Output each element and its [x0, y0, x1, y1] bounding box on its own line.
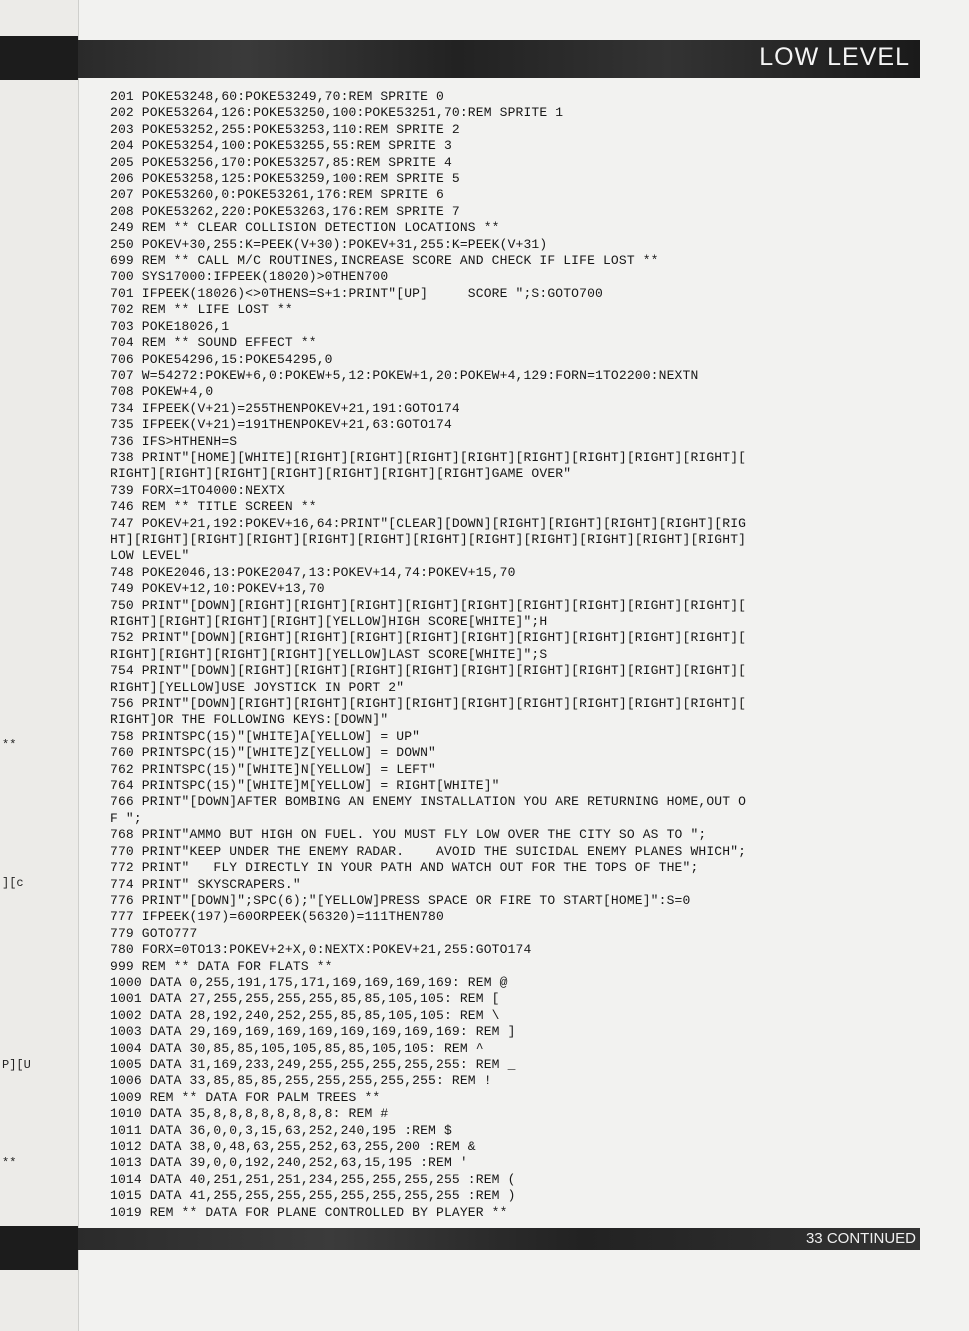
code-line: 750 PRINT"[DOWN][RIGHT][RIGHT][RIGHT][RIGHT][RIGHT][RIGHT][RIGHT][RIGHT][RIGHT][: [110, 597, 747, 613]
code-line: 704 REM ** SOUND EFFECT **: [110, 335, 317, 351]
header-banner: [78, 40, 920, 78]
code-line: 706 POKE54296,15:POKE54295,0: [110, 351, 333, 367]
code-line: 739 FORX=1TO4000:NEXTX: [110, 482, 285, 498]
code-line: 756 PRINT"[DOWN][RIGHT][RIGHT][RIGHT][RIGHT][RIGHT][RIGHT][RIGHT][RIGHT][RIGHT][: [110, 696, 747, 712]
footer-banner: [78, 1228, 920, 1250]
code-line: 708 POKEW+4,0: [110, 384, 214, 400]
code-line: 776 PRINT"[DOWN]";SPC(6);"[YELLOW]PRESS SPACE OR FIRE TO START[HOME]":S=0: [110, 892, 691, 908]
code-line: 779 GOTO777: [110, 925, 198, 941]
code-line: RIGHT][RIGHT][RIGHT][RIGHT][RIGHT][RIGHT][RIGHT]GAME OVER": [110, 466, 572, 482]
code-line: 1013 DATA 39,0,0,192,240,252,63,15,195 :REM ': [110, 1155, 468, 1171]
code-line: 772 PRINT" FLY DIRECTLY IN YOUR PATH AND WATCH OUT FOR THE TOPS OF THE";: [110, 860, 699, 876]
code-line: 700 SYS17000:IFPEEK(18020)>0THEN700: [110, 269, 389, 285]
code-line: 1015 DATA 41,255,255,255,255,255,255,255,255 :REM ): [110, 1188, 516, 1204]
code-line: 208 POKE53262,220:POKE53263,176:REM SPRITE 7: [110, 203, 460, 219]
code-line: 766 PRINT"[DOWN]AFTER BOMBING AN ENEMY INSTALLATION YOU ARE RETURNING HOME,OUT O: [110, 794, 747, 810]
code-line: 1002 DATA 28,192,240,252,255,85,85,105,105: REM \: [110, 1007, 500, 1023]
code-line: HT][RIGHT][RIGHT][RIGHT][RIGHT][RIGHT][RIGHT][RIGHT][RIGHT][RIGHT][RIGHT][RIGHT]: [110, 531, 747, 547]
code-line: 207 POKE53260,0:POKE53261,176:REM SPRITE 6: [110, 187, 444, 203]
code-line: 768 PRINT"AMMO BUT HIGH ON FUEL. YOU MUST FLY LOW OVER THE CITY SO AS TO ";: [110, 827, 707, 843]
code-line: 738 PRINT"[HOME][WHITE][RIGHT][RIGHT][RIGHT][RIGHT][RIGHT][RIGHT][RIGHT][RIGHT][: [110, 449, 747, 465]
code-line: 707 W=54272:POKEW+6,0:POKEW+5,12:POKEW+1,20:POKEW+4,129:FORN=1TO2200:NEXTN: [110, 367, 699, 383]
margin-fragment: **: [2, 1156, 17, 1170]
code-line: 746 REM ** TITLE SCREEN **: [110, 499, 317, 515]
code-line: 1001 DATA 27,255,255,255,255,85,85,105,105: REM [: [110, 991, 500, 1007]
code-line: 762 PRINTSPC(15)"[WHITE]N[YELLOW] = LEFT": [110, 761, 437, 777]
code-line: 1019 REM ** DATA FOR PLANE CONTROLLED BY PLAYER **: [110, 1204, 508, 1220]
code-line: 703 POKE18026,1: [110, 318, 230, 334]
code-line: 1012 DATA 38,0,48,63,255,252,63,255,200 :REM &: [110, 1139, 476, 1154]
code-line: 736 IFS>HTHENH=S: [110, 433, 238, 449]
code-line: 748 POKE2046,13:POKE2047,13:POKEV+14,74:POKEV+15,70: [110, 564, 516, 580]
page-number-label: 33 CONTINUED: [805, 1230, 916, 1247]
code-line: 204 POKE53254,100:POKE53255,55:REM SPRITE 3: [110, 138, 452, 154]
code-line: 205 POKE53256,170:POKE53257,85:REM SPRITE 4: [110, 154, 452, 170]
code-line: RIGHT][YELLOW]USE JOYSTICK IN PORT 2": [110, 679, 405, 695]
code-line: 999 REM ** DATA FOR FLATS **: [110, 958, 333, 974]
code-line: 699 REM ** CALL M/C ROUTINES,INCREASE SCORE AND CHECK IF LIFE LOST **: [110, 253, 659, 269]
code-line: 701 IFPEEK(18026)<>0THENS=S+1:PRINT"[UP] SCORE ";S:GOTO700: [110, 285, 603, 301]
code-line: 1010 DATA 35,8,8,8,8,8,8,8,8: REM #: [110, 1106, 389, 1122]
code-line: 758 PRINTSPC(15)"[WHITE]A[YELLOW] = UP": [110, 728, 421, 744]
code-line: 770 PRINT"KEEP UNDER THE ENEMY RADAR. AVOID THE SUICIDAL ENEMY PLANES WHICH";: [110, 843, 747, 859]
margin-fragment: **: [2, 738, 17, 752]
code-line: 735 IFPEEK(V+21)=191THENPOKEV+21,63:GOTO174: [110, 417, 452, 433]
code-line: 747 POKEV+21,192:POKEV+16,64:PRINT"[CLEAR][DOWN][RIGHT][RIGHT][RIGHT][RIGHT][RIG: [110, 515, 747, 531]
code-line: 1009 REM ** DATA FOR PALM TREES **: [110, 1089, 381, 1105]
page-title: LOW LEVEL: [759, 43, 910, 71]
code-line: 1003 DATA 29,169,169,169,169,169,169,169,169: REM ]: [110, 1024, 516, 1040]
code-line: 734 IFPEEK(V+21)=255THENPOKEV+21,191:GOTO174: [110, 400, 460, 416]
code-line: 780 FORX=0TO13:POKEV+2+X,0:NEXTX:POKEV+21,255:GOTO174: [110, 942, 532, 958]
code-line: RIGHT]OR THE FOLLOWING KEYS:[DOWN]": [110, 712, 389, 728]
code-line: 1000 DATA 0,255,191,175,171,169,169,169,169: REM @: [110, 974, 508, 990]
code-line: 764 PRINTSPC(15)"[WHITE]M[YELLOW] = RIGHT[WHITE]": [110, 778, 500, 794]
code-line: 1011 DATA 36,0,0,3,15,63,252,240,195 :REM $: [110, 1122, 452, 1138]
code-line: 203 POKE53252,255:POKE53253,110:REM SPRITE 2: [110, 121, 460, 137]
code-line: 777 IFPEEK(197)=60ORPEEK(56320)=111THEN780: [110, 909, 444, 925]
code-line: 206 POKE53258,125:POKE53259,100:REM SPRITE 5: [110, 171, 460, 187]
code-line: 1005 DATA 31,169,233,249,255,255,255,255,255: REM _: [110, 1056, 516, 1072]
code-line: 1014 DATA 40,251,251,251,234,255,255,255,255 :REM (: [110, 1171, 516, 1187]
code-line: F ";: [110, 810, 142, 826]
margin-fragment: ][c: [2, 876, 24, 890]
margin-fragment: P][U: [2, 1058, 31, 1072]
code-line: 250 POKEV+30,255:K=PEEK(V+30):POKEV+31,255:K=PEEK(V+31): [110, 236, 548, 252]
margin-bottom-bar: [0, 1226, 78, 1270]
code-line: 752 PRINT"[DOWN][RIGHT][RIGHT][RIGHT][RIGHT][RIGHT][RIGHT][RIGHT][RIGHT][RIGHT][: [110, 630, 747, 646]
code-line: 1004 DATA 30,85,85,105,105,85,85,105,105: REM ^: [110, 1040, 484, 1056]
code-line: 760 PRINTSPC(15)"[WHITE]Z[YELLOW] = DOWN": [110, 745, 437, 761]
code-line: RIGHT][RIGHT][RIGHT][RIGHT][YELLOW]HIGH SCORE[WHITE]";H: [110, 614, 548, 629]
code-line: 774 PRINT" SKYSCRAPERS.": [110, 876, 301, 892]
code-line: 202 POKE53264,126:POKE53250,100:POKE53251,70:REM SPRITE 1: [110, 105, 564, 121]
left-page-margin: [0, 0, 79, 1331]
code-line: 1006 DATA 33,85,85,85,255,255,255,255,255: REM !: [110, 1073, 492, 1089]
code-line: 702 REM ** LIFE LOST **: [110, 302, 293, 318]
code-line: 749 POKEV+12,10:POKEV+13,70: [110, 581, 325, 597]
code-line: 249 REM ** CLEAR COLLISION DETECTION LOCATIONS **: [110, 220, 500, 236]
code-line: 754 PRINT"[DOWN][RIGHT][RIGHT][RIGHT][RIGHT][RIGHT][RIGHT][RIGHT][RIGHT][RIGHT][: [110, 663, 747, 679]
basic-code-listing: [110, 89, 916, 1221]
margin-top-bar: [0, 36, 78, 80]
code-line: RIGHT][RIGHT][RIGHT][RIGHT][YELLOW]LAST SCORE[WHITE]";S: [110, 646, 548, 662]
code-line: LOW LEVEL": [110, 548, 190, 564]
code-line: 201 POKE53248,60:POKE53249,70:REM SPRITE 0: [110, 89, 444, 104]
